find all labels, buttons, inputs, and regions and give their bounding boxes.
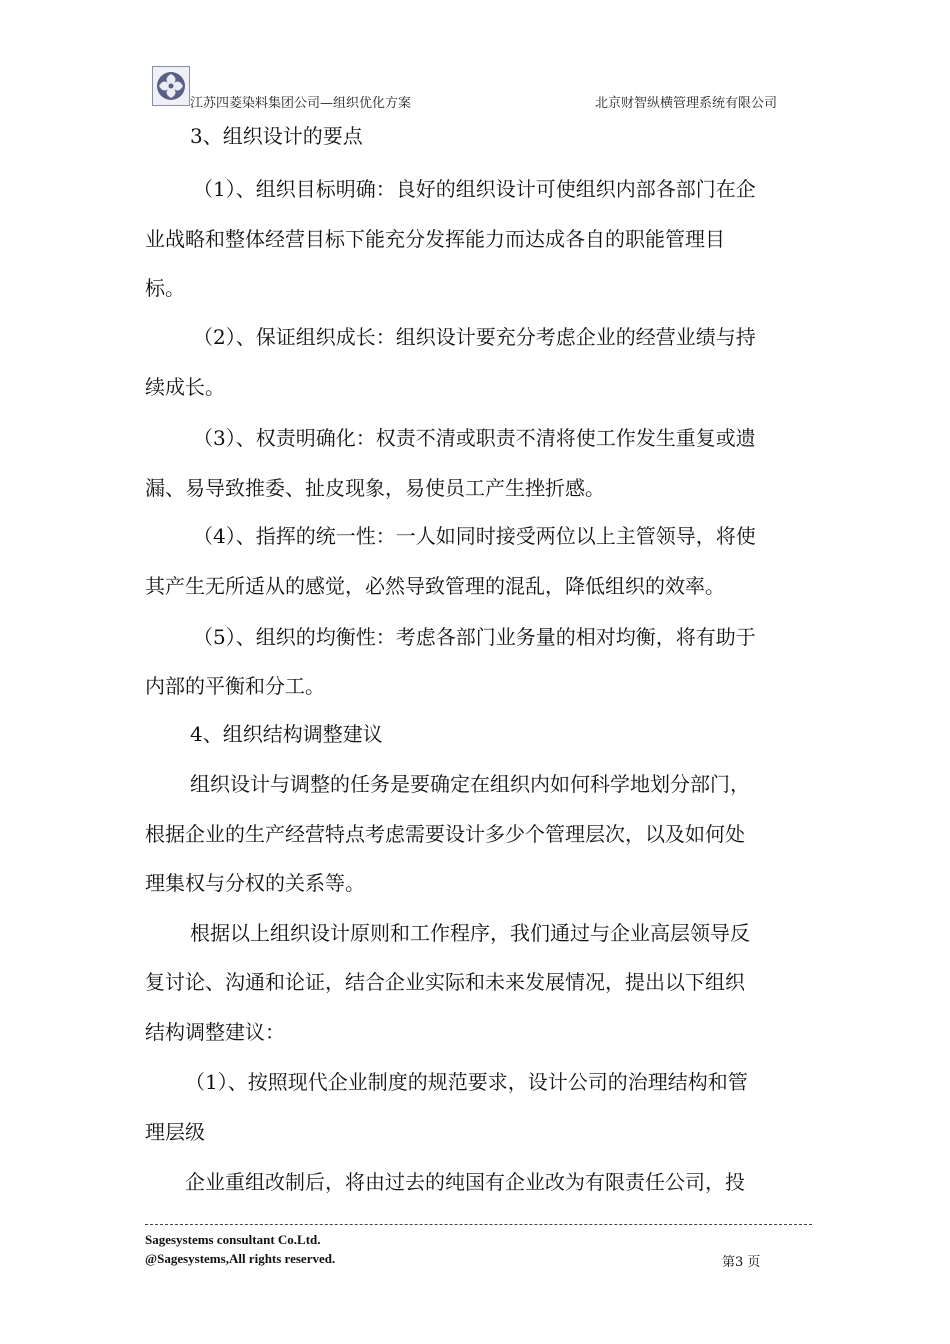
header-document-title: 江苏四菱染料集团公司—组织优化方案 (190, 96, 412, 111)
body-line: 续成长。 (145, 375, 225, 399)
body-line: 其产生无所适从的感觉，必然导致管理的混乱，降低组织的效率。 (145, 574, 725, 598)
footer-company: Sagesystems consultant Co.Ltd. (145, 1232, 321, 1247)
body-line: 理集权与分权的关系等。 (145, 871, 365, 895)
body-line: 理层级 (145, 1120, 205, 1144)
body-line: 企业重组改制后，将由过去的纯国有企业改为有限责任公司，投 (185, 1170, 745, 1194)
footer-rights: @Sagesystems,All rights reserved. (145, 1251, 336, 1266)
header-company-name: 北京财智纵横管理系统有限公司 (595, 96, 778, 111)
body-line: 根据以上组织设计原则和工作程序，我们通过与企业高层领导反 (190, 921, 750, 945)
body-line: 漏、易导致推委、扯皮现象，易使员工产生挫折感。 (145, 476, 605, 500)
section-heading: 4、组织结构调整建议 (190, 722, 383, 746)
body-line: 内部的平衡和分工。 (145, 674, 325, 698)
body-line: （4）、指挥的统一性：一人如同时接受两位以上主管领导，将使 (193, 524, 756, 548)
section-heading: 3、组织设计的要点 (190, 124, 363, 148)
body-line: （1）、组织目标明确：良好的组织设计可使组织内部各部门在企 (193, 177, 756, 201)
body-line: （1）、按照现代企业制度的规范要求，设计公司的治理结构和管 (185, 1070, 748, 1094)
body-line: 标。 (145, 276, 185, 300)
body-line: 结构调整建议： (145, 1020, 285, 1044)
page-number: 第3 页 (722, 1255, 761, 1270)
body-line: 业战略和整体经营目标下能充分发挥能力而达成各自的职能管理目 (145, 227, 725, 251)
footer-divider (145, 1224, 812, 1225)
body-line: （3）、权责明确化：权责不清或职责不清将使工作发生重复或遗 (193, 426, 756, 450)
body-line: （5）、组织的均衡性：考虑各部门业务量的相对均衡，将有助于 (193, 625, 756, 649)
body-line: 组织设计与调整的任务是要确定在组织内如何科学地划分部门， (190, 772, 750, 796)
company-logo-icon (152, 66, 190, 106)
body-line: 复讨论、沟通和论证，结合企业实际和未来发展情况，提出以下组织 (145, 970, 745, 994)
body-line: （2）、保证组织成长：组织设计要充分考虑企业的经营业绩与持 (193, 325, 756, 349)
body-line: 根据企业的生产经营特点考虑需要设计多少个管理层次，以及如何处 (145, 822, 745, 846)
